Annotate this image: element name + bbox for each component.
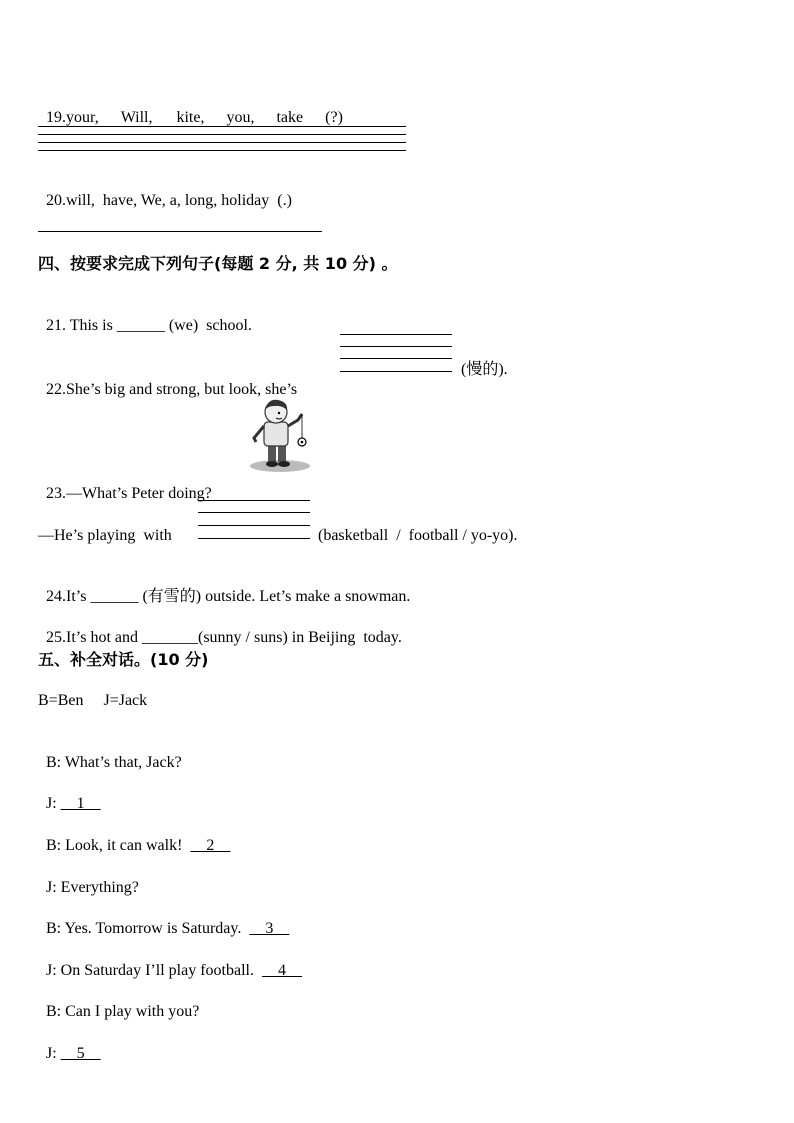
answer-line[interactable] [198,512,310,513]
dialogue-text: J: Everything? [46,879,139,896]
dialogue-line [38,816,230,856]
answer-line[interactable] [38,134,406,135]
question-number: 19. [46,109,66,126]
answer-line[interactable] [340,346,452,347]
question-number: 23. [46,485,66,502]
word: take [276,109,304,126]
word: kite, [176,109,205,126]
answer-line[interactable] [198,500,310,501]
question-22 [38,360,297,400]
dialogue-legend: B=Ben J=Jack [38,692,148,709]
word: (?) [325,109,343,126]
dialogue-line [38,899,289,939]
dialogue-line [38,733,182,773]
question-number: 22. [46,381,66,398]
dialogue-line [38,858,139,898]
question-22-hint: (慢的). [461,361,508,378]
dialogue-text: B: Can I play with you? [46,1003,200,1020]
answer-line[interactable] [38,231,322,232]
answer-line[interactable] [340,334,452,335]
question-23-options: (basketball / football / yo-yo). [318,527,518,544]
question-23 [38,464,212,504]
dialogue-line [38,774,101,814]
dialogue-text: B: Look, it can walk! [46,837,191,854]
question-number: 25. [46,629,66,646]
question-text: —What’s Peter doing? [66,485,212,502]
answer-line[interactable] [38,150,406,151]
answer-line[interactable] [198,538,310,539]
answer-line[interactable] [38,142,406,143]
question-text: It’s ______ (有雪的) outside. Let’s make a snowman. [66,588,411,605]
answer-line[interactable] [198,525,310,526]
question-text: She’s big and strong, but look, she’s [66,381,298,398]
question-21 [38,296,252,336]
dialogue-blank[interactable]: 4 [261,962,302,979]
question-text: . This is ______ (we) school. [62,317,252,334]
dialogue-blank[interactable]: 5 [60,1045,101,1062]
question-text: It’s hot and _______(sunny / suns) in Beijing today. [66,629,402,646]
answer-line[interactable] [340,371,452,372]
dialogue-blank[interactable]: 1 [60,795,101,812]
word: you, [226,109,255,126]
dialogue-text: B: What’s that, Jack? [46,754,182,771]
dialogue-text: J: [46,795,61,812]
question-number: 21 [46,317,62,334]
dialogue-text: B: Yes. Tomorrow is Saturday. [46,920,250,937]
question-23-answer: —He’s playing with [38,527,172,544]
dialogue-blank[interactable]: 2 [190,837,231,854]
dialogue-line [38,941,302,981]
question-20 [38,171,292,211]
question-24 [38,567,410,607]
question-number: 24. [46,588,66,605]
question-25 [38,608,402,648]
word: Will, [120,109,153,126]
question-text: will, have, We, a, long, holiday (.) [66,192,292,209]
answer-line[interactable] [38,126,406,127]
boy-playing-yo-yo-icon [244,396,314,476]
dialogue-blank[interactable]: 3 [249,920,290,937]
section-heading: 四、按要求完成下列句子(每题 2 分, 共 10 分) 。 [38,254,398,273]
section-heading: 五、补全对话。(10 分) [38,650,209,669]
dialogue-text: J: On Saturday I’ll play football. [46,962,262,979]
dialogue-text: J: [46,1045,61,1062]
dialogue-line [38,1024,101,1064]
dialogue-line [38,982,199,1022]
question-number: 20. [46,192,66,209]
word: your, [66,109,99,126]
answer-line[interactable] [340,358,452,359]
question-19 [38,88,343,128]
